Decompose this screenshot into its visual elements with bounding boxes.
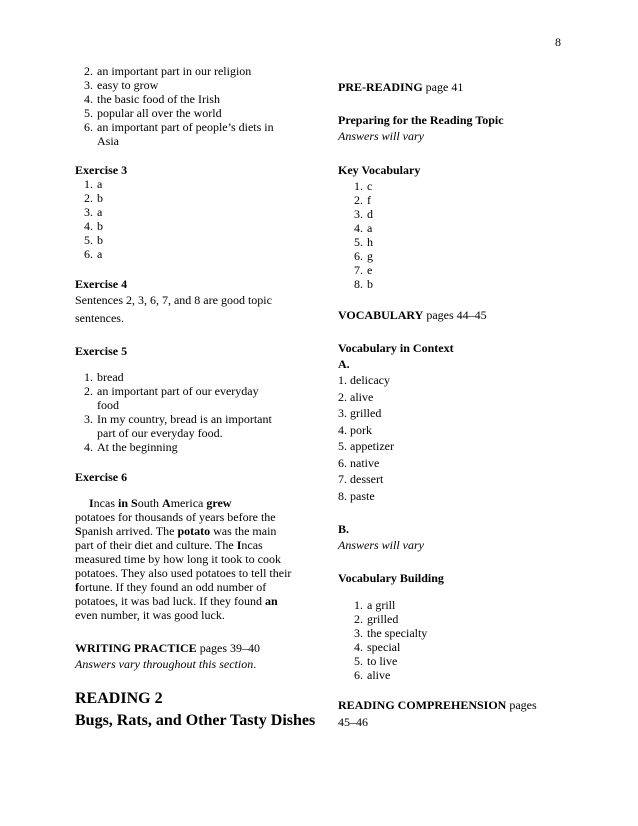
list-item: 5. h (354, 235, 373, 249)
list-item: 4. pork (338, 423, 372, 437)
exercise-6-line: potatoes. They also used potatoes to tell their (75, 566, 292, 580)
reading-comprehension-heading: READING COMPREHENSION pages (338, 698, 537, 712)
reading-2-title: READING 2 (75, 690, 163, 707)
pre-reading-heading: PRE-READING page 41 (338, 80, 464, 94)
exercise-6-line: potatoes, it was bad luck. If they found an (75, 594, 278, 608)
list-item: 7. dessert (338, 472, 384, 486)
exercise-4-text: sentences. (75, 311, 124, 325)
reading-comprehension-pages: 45–46 (338, 715, 368, 729)
list-item: part of our everyday food. (97, 426, 223, 440)
list-item: 3. grilled (338, 406, 382, 420)
exercise-6-line: measured time by how long it took to cook (75, 552, 281, 566)
vocabulary-heading: VOCABULARY pages 44–45 (338, 308, 487, 322)
writing-practice-heading: WRITING PRACTICE pages 39–40 (75, 641, 261, 655)
list-item: 6. an important part of people’s diets in (84, 120, 274, 134)
vocabulary-building-heading: Vocabulary Building (338, 571, 444, 585)
exercise-6-line: Spanish arrived. The potato was the main (75, 524, 277, 538)
vocabulary-in-context-heading: Vocabulary in Context (338, 341, 454, 355)
list-item: 5. popular all over the world (84, 106, 222, 120)
list-item: 2. an important part of our everyday (84, 384, 259, 398)
preparing-note: Answers will vary (338, 129, 424, 143)
list-item: 3. a (84, 205, 103, 219)
list-item: 1. a (84, 177, 103, 191)
list-item: 7. e (354, 263, 373, 277)
list-item: 4. At the beginning (84, 440, 178, 454)
list-item: 4. the basic food of the Irish (84, 92, 220, 106)
exercise-6-line: Incas in South America grew (89, 496, 232, 510)
list-item: 1. c (354, 179, 373, 193)
list-item: 3. d (354, 207, 373, 221)
list-item: 3. easy to grow (84, 78, 159, 92)
exercise-6-line: potatoes for thousands of years before the (75, 510, 276, 524)
list-item: 4. special (354, 640, 401, 654)
exercise-6-line: part of their diet and culture. The Incas (75, 538, 263, 552)
reading-2-subtitle: Bugs, Rats, and Other Tasty Dishes (75, 712, 316, 729)
list-item: 1. bread (84, 370, 124, 384)
key-vocabulary-heading: Key Vocabulary (338, 163, 421, 177)
section-a-label: A. (338, 357, 350, 371)
list-item: 1. a grill (354, 598, 396, 612)
list-item: 5. to live (354, 654, 398, 668)
list-item: 6. g (354, 249, 373, 263)
list-item: 4. b (84, 219, 103, 233)
list-item: 4. a (354, 221, 373, 235)
section-b-label: B. (338, 522, 350, 536)
exercise-6-heading: Exercise 6 (75, 470, 128, 484)
exercise-3-heading: Exercise 3 (75, 163, 128, 177)
list-item: 6. native (338, 456, 380, 470)
list-item: 1. delicacy (338, 373, 390, 387)
list-item: 5. b (84, 233, 103, 247)
list-item: 5. appetizer (338, 439, 394, 453)
list-item: 2. f (354, 193, 371, 207)
list-item: Asia (97, 134, 119, 148)
list-item: 6. a (84, 247, 103, 261)
list-item: 2. alive (338, 390, 374, 404)
list-item: 8. b (354, 277, 373, 291)
writing-practice-note: Answers vary throughout this section. (75, 657, 257, 671)
list-item: 3. In my country, bread is an important (84, 412, 272, 426)
list-item: 6. alive (354, 668, 391, 682)
page-number: 8 (555, 35, 561, 49)
exercise-6-line: even number, it was good luck. (75, 608, 225, 622)
exercise-5-heading: Exercise 5 (75, 344, 128, 358)
list-item: 3. the specialty (354, 626, 428, 640)
list-item: 2. an important part in our religion (84, 64, 252, 78)
list-item: 2. grilled (354, 612, 399, 626)
exercise-4-heading: Exercise 4 (75, 277, 128, 291)
section-b-note: Answers will vary (338, 538, 424, 552)
exercise-4-text: Sentences 2, 3, 6, 7, and 8 are good topic (75, 293, 272, 307)
preparing-heading: Preparing for the Reading Topic (338, 113, 504, 127)
exercise-6-line: fortune. If they found an odd number of (75, 580, 267, 594)
list-item: 2. b (84, 191, 103, 205)
list-item: food (97, 398, 119, 412)
list-item: 8. paste (338, 489, 375, 503)
